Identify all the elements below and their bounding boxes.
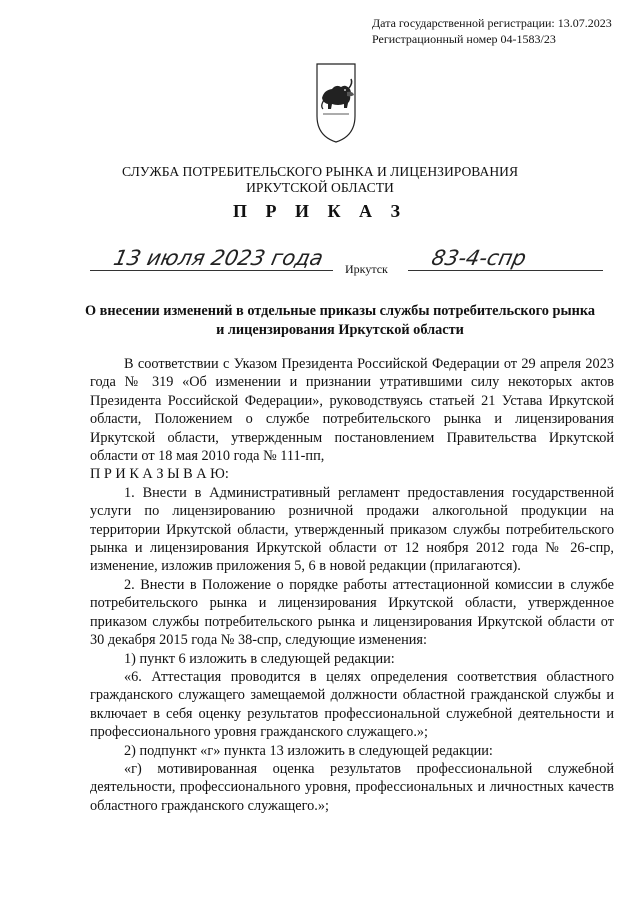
date-underline [90,270,333,271]
handwritten-number: 83-4-спр [429,246,529,270]
registration-date: Дата государственной регистрации: 13.07.2023 [372,16,612,30]
item-2-subitem-1-text: «6. Аттестация проводится в целях определения соответствия областного гражданского служащего замещаемой должности областной гражданской службы и включает в себя оценку результатов профессиональной служебной деятельности и профессионального уровня гражданского служащего.»; [90,668,614,741]
preamble-paragraph: В соответствии с Указом Президента Российской Федерации от 29 апреля 2023 года № 319 «Об изменении и признании утратившими силу некоторых актов Президента Российской Федерации», руководствуясь статьей 21 Устава Иркутской области, Положением о службе потребительского рынка и лицензирования Иркутской области, утвержденным постановлением Правительства Иркутской области от 18 мая 2010 года № 111-пп, [90,356,614,465]
document-type-heading: П Р И К А З [232,201,408,221]
document-subject: О внесении изменений в отдельные приказы службы потребительского рынка и лицензирования Иркутской области [84,303,596,338]
item-2-paragraph: 2. Внести в Положение о порядке работы аттестационной комиссии в службе потребительского рынка и лицензирования Иркутской области, утвержденное приказом службы потребительского рынка и лицензирования Иркутской области от 30 декабря 2015 года № 38-спр, следующие изменения: [90,576,614,649]
order-word: П Р И К А З Ы В А Ю: [90,466,229,483]
number-underline [408,270,603,271]
document-body [90,355,614,815]
item-2-subitem-2-text: «г) мотивированная оценка результатов профессиональной служебной деятельности, профессионального уровня, профессиональных и личностных качеств областного гражданского служащего.»; [90,760,614,814]
registration-stamp [372,15,612,47]
registration-number: Регистрационный номер 04-1583/23 [372,32,556,46]
item-2-subitem-2: 2) подпункт «г» пункта 13 изложить в следующей редакции: [124,742,493,759]
irkutsk-coat-of-arms-icon [314,62,358,144]
item-2-subitem-1: 1) пункт 6 изложить в следующей редакции: [124,650,395,667]
handwritten-date: 13 июля 2023 года [111,246,326,270]
item-1-paragraph: 1. Внести в Административный регламент предоставления государственной услуги по лицензированию розничной продажи алкогольной продукции на территории Иркутской области, утвержденный приказом службы потребительского рынка и лицензирования Иркутской области от 12 ноября 2012 года № 26-спр, изменение, изложив приложения 5, 6 в новой редакции (прилагаются). [90,484,614,575]
agency-name-line2: ИРКУТСКОЙ ОБЛАСТИ [246,180,394,195]
city-label: Иркутск [345,262,388,276]
agency-name-line1: СЛУЖБА ПОТРЕБИТЕЛЬСКОГО РЫНКА И ЛИЦЕНЗИРОВАНИЯ [121,164,519,179]
